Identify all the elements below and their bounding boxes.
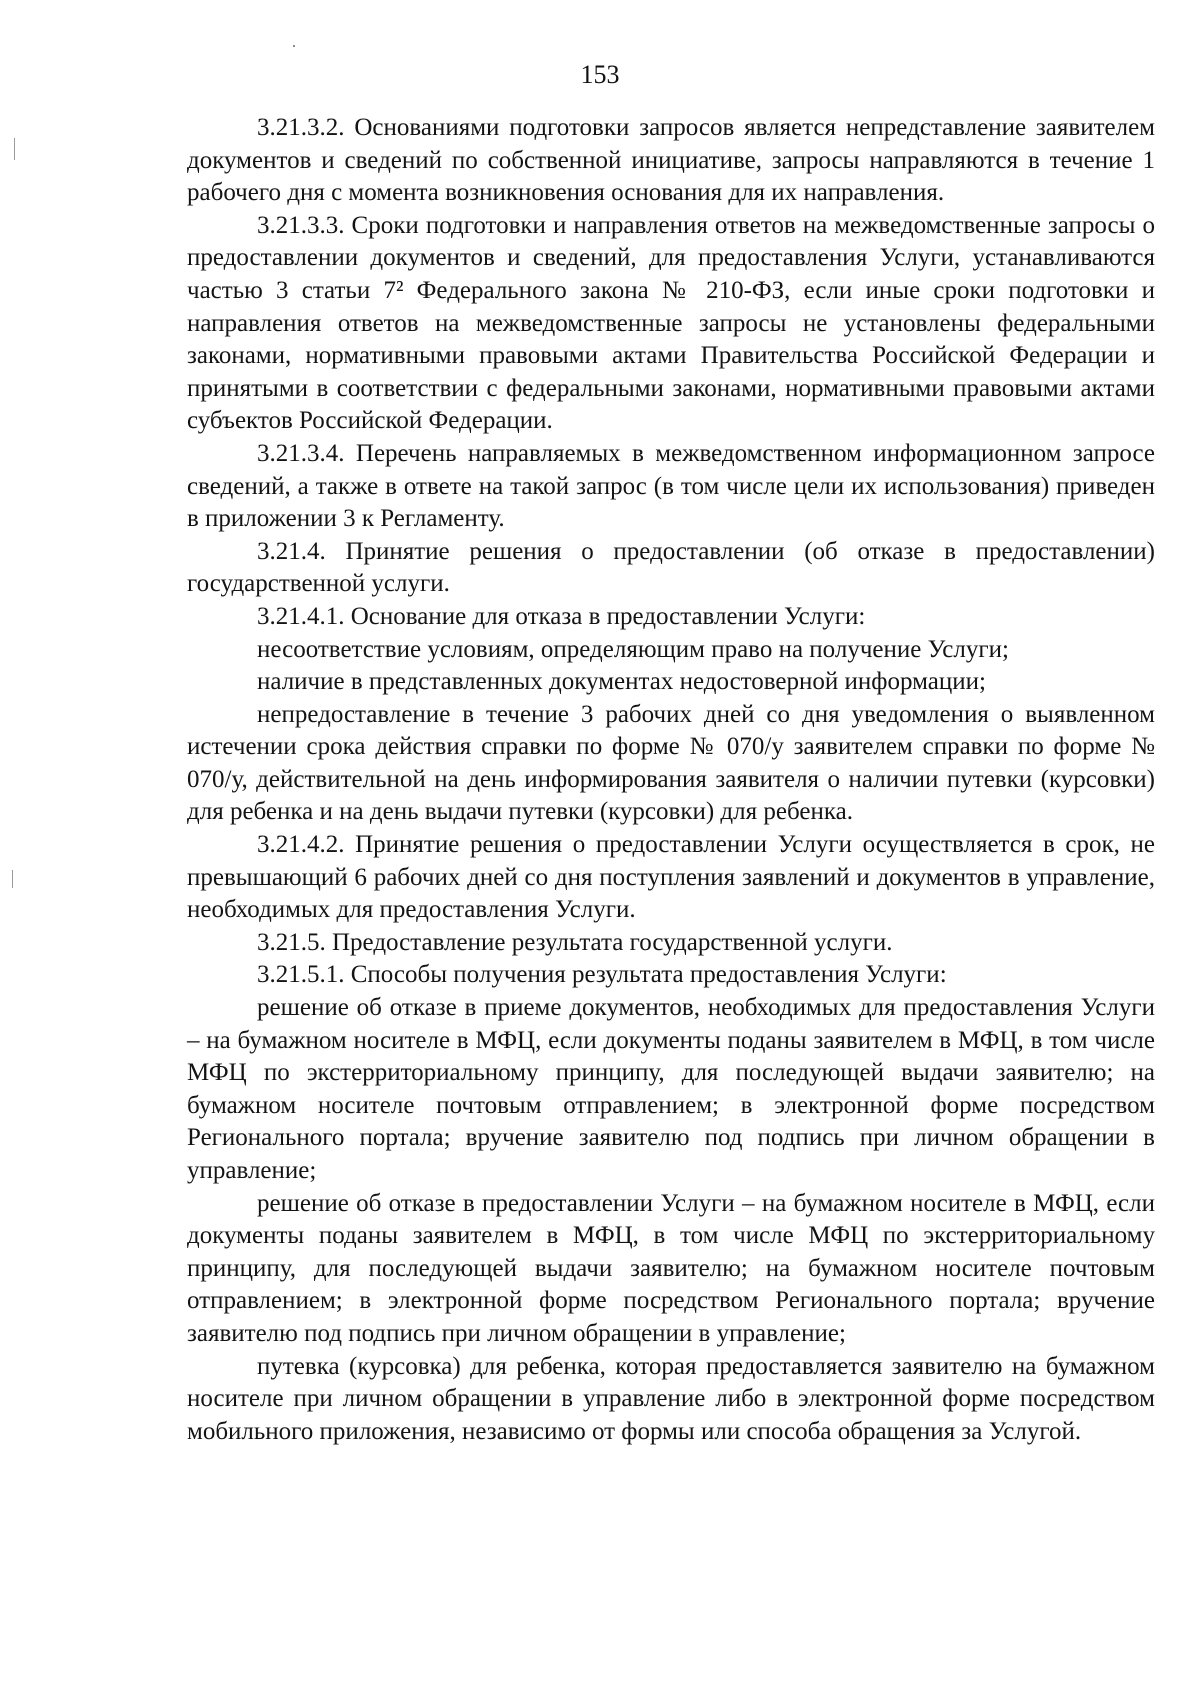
paragraph-3-21-5-1: 3.21.5.1. Способы получения результата предоставления Услуги: xyxy=(257,961,947,989)
result-method-item: решение об отказе в предоставлении Услуги – на бумажном носителе в МФЦ, если документы поданы заявителем в МФЦ, в том числе МФЦ по экстерриториальному принципу, для последующей выдачи заявителю; на бумажном носителе почтовым отправлением; в электронной форме посредством Регионального портала; вручение заявителю под подпись при личном обращении в управление; xyxy=(187,1189,1155,1347)
paragraph-3-21-4-1: 3.21.4.1. Основание для отказа в предоставлении Услуги: xyxy=(257,602,866,630)
paragraph-3-21-5: 3.21.5. Предоставление результата государственной услуги. xyxy=(257,928,893,956)
scan-speck xyxy=(293,45,295,47)
paragraph-3-21-3-3: 3.21.3.3. Сроки подготовки и направления ответов на межведомственные запросы о предоставлении документов и сведений, для предоставления Услуги, устанавливаются частью 3 статьи 7² Федерального закона № 210-ФЗ, если иные сроки подготовки и направления ответов на межведомственные запросы не установлены федеральными законами, нормативными правовыми актами Правительства Российской Федерации и принятыми в соответствии с федеральными законами, нормативными правовыми актами субъектов Российской Федерации. xyxy=(187,211,1155,435)
scan-edge-mark xyxy=(12,870,13,888)
paragraph-3-21-3-4: 3.21.3.4. Перечень направляемых в межведомственном информационном запросе сведений, а также в ответе на такой запрос (в том числе цели их использования) приведен в приложении 3 к Регламенту. xyxy=(187,439,1155,533)
scan-edge-mark xyxy=(14,138,15,160)
result-method-item: путевка (курсовка) для ребенка, которая предоставляется заявителю на бумажном носителе при личном обращении в управление либо в электронной форме посредством мобильного приложения, независимо от формы или способа обращения за Услугой. xyxy=(187,1352,1155,1445)
paragraph-3-21-4: 3.21.4. Принятие решения о предоставлении (об отказе в предоставлении) государственной услуги. xyxy=(187,537,1155,598)
refusal-ground-item: наличие в представленных документах недостоверной информации; xyxy=(257,668,986,696)
refusal-ground-item: несоответствие условиям, определяющим право на получение Услуги; xyxy=(257,635,1009,663)
paragraph-3-21-3-2: 3.21.3.2. Основаниями подготовки запросов является непредставление заявителем документов и сведений по собственной инициативе, запросы направляются в течение 1 рабочего дня с момента возникновения основания для их направления. xyxy=(187,114,1155,207)
paragraph-3-21-4-2: 3.21.4.2. Принятие решения о предоставлении Услуги осуществляется в срок, не превышающий 6 рабочих дней со дня поступления заявлений и документов в управление, необходимых для предоставления Услуги. xyxy=(187,831,1155,924)
document-body xyxy=(187,112,1155,1448)
result-method-item: решение об отказе в приеме документов, необходимых для предоставления Услуги – на бумажном носителе в МФЦ, если документы поданы заявителем в МФЦ, в том числе МФЦ по экстерриториальному принципу, для последующей выдачи заявителю; на бумажном носителе почтовым отправлением; в электронной форме посредством Регионального портала; вручение заявителю под подпись при личном обращении в управление; xyxy=(187,994,1155,1184)
page-number: 153 xyxy=(580,60,620,89)
refusal-ground-item: непредоставление в течение 3 рабочих дней со дня уведомления о выявленном истечении срока действия справки по форме № 070/у заявителем справки по форме № 070/у, действительной на день информирования заявителя о наличии путевки (курсовки) для ребенка и на день выдачи путевки (курсовки) для ребенка. xyxy=(187,700,1155,826)
